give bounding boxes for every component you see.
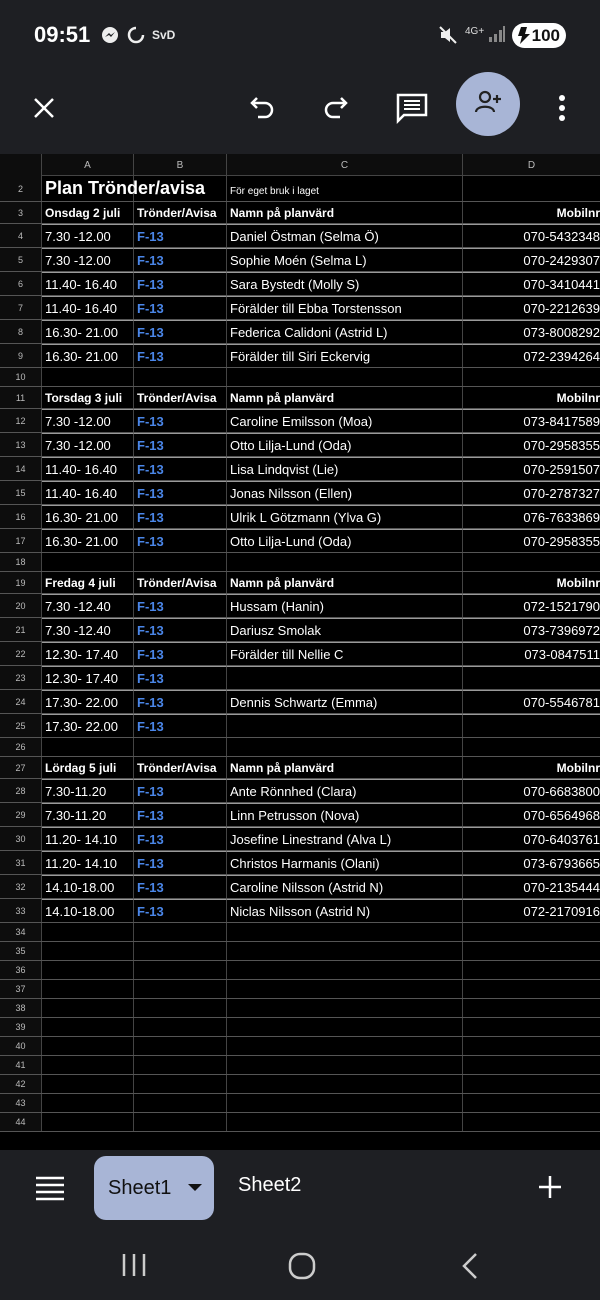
cell-a[interactable]: 7.30 -12.40 (42, 618, 134, 641)
cell-b[interactable] (134, 980, 227, 998)
cell-d[interactable] (463, 980, 600, 998)
cell-a[interactable]: 11.20- 14.10 (42, 827, 134, 850)
cell-a[interactable] (42, 553, 134, 571)
cell-a[interactable]: 12.30- 17.40 (42, 666, 134, 689)
cell-d[interactable] (463, 1113, 600, 1131)
cell-c[interactable] (227, 942, 463, 960)
row-number[interactable]: 8 (0, 320, 42, 343)
row-number[interactable]: 32 (0, 875, 42, 898)
cell-a[interactable]: 11.40- 16.40 (42, 457, 134, 480)
cell-a[interactable]: 14.10-18.00 (42, 899, 134, 922)
cell-c[interactable] (227, 923, 463, 941)
row-number[interactable]: 44 (0, 1113, 42, 1131)
cell-d[interactable]: 070-6683800 (463, 779, 600, 802)
row-number[interactable]: 5 (0, 248, 42, 271)
sync-icon (126, 25, 146, 50)
cell-c[interactable]: Caroline Nilsson (Astrid N) (227, 875, 463, 898)
row-number[interactable]: 27 (0, 757, 42, 778)
cell-c[interactable]: Förälder till Ebba Torstensson (227, 296, 463, 319)
row-number[interactable]: 11 (0, 387, 42, 408)
table-row (0, 1113, 600, 1132)
spreadsheet-grid[interactable] (0, 154, 600, 1150)
row-number[interactable]: 39 (0, 1018, 42, 1036)
cell-d[interactable] (463, 666, 600, 689)
home-icon[interactable] (288, 1252, 316, 1285)
cell-b[interactable]: Trönder/Avisa (134, 202, 227, 223)
cell-c[interactable] (227, 714, 463, 737)
row-number[interactable]: 2 (0, 176, 42, 201)
chevron-down-icon[interactable] (188, 1184, 202, 1191)
cell-c[interactable] (227, 1018, 463, 1036)
cell-b[interactable]: F-13 (134, 505, 227, 528)
cell-b[interactable]: F-13 (134, 248, 227, 271)
table-row (0, 690, 600, 714)
table-row (0, 642, 600, 666)
cell-c[interactable]: Namn på planvärd (227, 757, 463, 778)
cell-c[interactable]: Jonas Nilsson (Ellen) (227, 481, 463, 504)
cell-a[interactable]: Onsdag 2 juli (42, 202, 134, 223)
cell-c[interactable] (227, 961, 463, 979)
cell-a[interactable] (42, 1037, 134, 1055)
cell-c[interactable] (227, 666, 463, 689)
all-sheets-icon[interactable] (34, 1174, 66, 1202)
cell-d[interactable]: 073-8008292 (463, 320, 600, 343)
cell-a[interactable] (42, 980, 134, 998)
table-row (0, 1037, 600, 1056)
cell-b[interactable] (134, 942, 227, 960)
cell-d[interactable]: 076-7633869 (463, 505, 600, 528)
cell-b[interactable]: F-13 (134, 666, 227, 689)
sheet-tab-sheet2[interactable]: Sheet2 (238, 1174, 302, 1196)
cell-c[interactable] (227, 1056, 463, 1074)
table-row (0, 923, 600, 942)
cell-b[interactable]: F-13 (134, 642, 227, 665)
cell-d[interactable]: 070-2591507 (463, 457, 600, 480)
cell-a[interactable]: Plan Trönder/avisa (42, 176, 134, 201)
row-number[interactable]: 40 (0, 1037, 42, 1055)
cell-c[interactable] (227, 1094, 463, 1112)
table-row (0, 827, 600, 851)
network-label: 4G+ (465, 26, 485, 37)
table-row (0, 572, 600, 594)
cell-b[interactable]: F-13 (134, 875, 227, 898)
cell-b[interactable]: F-13 (134, 594, 227, 617)
table-row (0, 779, 600, 803)
table-row (0, 272, 600, 296)
cell-d[interactable]: 072-2394264 (463, 344, 600, 367)
table-row (0, 594, 600, 618)
table-row (0, 224, 600, 248)
cell-a[interactable]: 7.30-11.20 (42, 803, 134, 826)
cell-d[interactable]: 070-2958355 (463, 529, 600, 552)
cell-a[interactable] (42, 961, 134, 979)
row-number[interactable]: 20 (0, 594, 42, 617)
row-number[interactable]: 16 (0, 505, 42, 528)
table-row (0, 1018, 600, 1037)
sheet-tab-sheet1[interactable] (94, 1156, 214, 1220)
mute-icon (438, 25, 458, 50)
cell-c[interactable]: Linn Petrusson (Nova) (227, 803, 463, 826)
cell-b[interactable]: F-13 (134, 690, 227, 713)
cell-d[interactable] (463, 1075, 600, 1093)
messenger-icon (100, 25, 120, 50)
row-number[interactable]: 35 (0, 942, 42, 960)
row-number[interactable]: 22 (0, 642, 42, 665)
add-person-icon (474, 90, 502, 119)
cell-a[interactable]: 16.30- 21.00 (42, 529, 134, 552)
cell-b[interactable]: F-13 (134, 851, 227, 874)
cell-c[interactable] (227, 999, 463, 1017)
cell-d[interactable] (463, 714, 600, 737)
cell-a[interactable]: 17.30- 22.00 (42, 690, 134, 713)
battery-level: 100 (531, 25, 560, 45)
row-number[interactable]: 6 (0, 272, 42, 295)
table-row (0, 1094, 600, 1113)
undo-icon[interactable] (238, 84, 286, 132)
cell-c[interactable]: Ulrik L Götzmann (Ylva G) (227, 505, 463, 528)
row-number[interactable]: 7 (0, 296, 42, 319)
cell-d[interactable] (463, 1018, 600, 1036)
cell-a[interactable]: 16.30- 21.00 (42, 344, 134, 367)
cell-c[interactable]: Caroline Emilsson (Moa) (227, 409, 463, 432)
redo-icon[interactable] (312, 84, 360, 132)
cell-c[interactable]: För eget bruk i laget (227, 176, 463, 201)
cell-c[interactable]: Namn på planvärd (227, 202, 463, 223)
cell-d[interactable]: 070-6564968 (463, 803, 600, 826)
table-row (0, 961, 600, 980)
table-row (0, 202, 600, 224)
cell-b[interactable]: F-13 (134, 224, 227, 247)
system-nav-bar (0, 1230, 600, 1300)
recents-icon[interactable] (120, 1252, 148, 1283)
table-row (0, 387, 600, 409)
cell-d[interactable] (463, 999, 600, 1017)
cell-c[interactable] (227, 1075, 463, 1093)
cell-b[interactable] (134, 1075, 227, 1093)
select-all-corner[interactable] (0, 154, 42, 176)
cell-a[interactable] (42, 999, 134, 1017)
cell-a[interactable]: 11.40- 16.40 (42, 272, 134, 295)
cell-b[interactable]: F-13 (134, 272, 227, 295)
cell-c[interactable]: Förälder till Nellie C (227, 642, 463, 665)
cell-d[interactable]: Mobilnr (556, 575, 600, 590)
row-number[interactable]: 21 (0, 618, 42, 641)
cell-b[interactable]: F-13 (134, 344, 227, 367)
cell-a[interactable]: Lördag 5 juli (42, 757, 134, 778)
cell-c[interactable] (227, 1113, 463, 1131)
cell-d[interactable] (463, 942, 600, 960)
back-icon[interactable] (460, 1252, 480, 1285)
row-number[interactable]: 14 (0, 457, 42, 480)
table-row (0, 875, 600, 899)
cell-b[interactable]: F-13 (134, 827, 227, 850)
cell-a[interactable]: 17.30- 22.00 (42, 714, 134, 737)
cell-a[interactable]: 11.40- 16.40 (42, 296, 134, 319)
svd-notification: SvD (152, 28, 176, 42)
row-number[interactable]: 37 (0, 980, 42, 998)
row-number[interactable]: 19 (0, 572, 42, 593)
cell-d[interactable] (463, 923, 600, 941)
cell-c[interactable]: Lisa Lindqvist (Lie) (227, 457, 463, 480)
column-header-d[interactable]: D (527, 159, 536, 171)
row-number[interactable]: 4 (0, 224, 42, 247)
cell-a[interactable] (42, 1094, 134, 1112)
cell-a[interactable]: 12.30- 17.40 (42, 642, 134, 665)
row-number[interactable]: 33 (0, 899, 42, 922)
cell-c[interactable]: Daniel Östman (Selma Ö) (227, 224, 463, 247)
cell-d[interactable]: 070-2787327 (463, 481, 600, 504)
cell-d[interactable]: 070-3410441 (463, 272, 600, 295)
cell-d[interactable]: 073-8417589 (463, 409, 600, 432)
cell-d[interactable]: 070-2429307 (463, 248, 600, 271)
table-row (0, 344, 600, 368)
cell-d[interactable]: 072-1521790 (463, 594, 600, 617)
cell-d[interactable] (463, 738, 600, 756)
cell-b[interactable]: F-13 (134, 433, 227, 456)
signal-icon (488, 25, 506, 48)
cell-c[interactable]: Namn på planvärd (227, 572, 463, 593)
cell-c[interactable] (227, 980, 463, 998)
row-number[interactable]: 17 (0, 529, 42, 552)
cell-a[interactable]: 7.30 -12.40 (42, 594, 134, 617)
cell-a[interactable] (42, 1018, 134, 1036)
cell-b[interactable]: F-13 (134, 481, 227, 504)
cell-b[interactable]: F-13 (134, 899, 227, 922)
cell-c[interactable]: Otto Lilja-Lund (Oda) (227, 529, 463, 552)
cell-c[interactable]: Otto Lilja-Lund (Oda) (227, 433, 463, 456)
cell-a[interactable] (42, 1075, 134, 1093)
more-vert-icon[interactable] (538, 84, 586, 132)
table-row (0, 505, 600, 529)
table-row (0, 1056, 600, 1075)
cell-b[interactable] (134, 738, 227, 756)
cell-b[interactable] (134, 961, 227, 979)
cell-d[interactable]: 070-5432348 (463, 224, 600, 247)
column-header-a[interactable]: A (42, 154, 134, 176)
cell-c[interactable]: Federica Calidoni (Astrid L) (227, 320, 463, 343)
row-number[interactable]: 23 (0, 666, 42, 689)
table-row (0, 481, 600, 505)
cell-b[interactable]: Trönder/Avisa (134, 572, 227, 593)
cell-b[interactable]: F-13 (134, 803, 227, 826)
cell-b[interactable] (134, 923, 227, 941)
editor-toolbar (0, 70, 600, 154)
cell-a[interactable]: 11.40- 16.40 (42, 481, 134, 504)
row-number[interactable]: 38 (0, 999, 42, 1017)
cell-b[interactable] (134, 1037, 227, 1055)
cell-d[interactable]: 073-7396972 (463, 618, 600, 641)
cell-b[interactable]: Trönder/Avisa (134, 387, 227, 408)
cell-d[interactable]: Mobilnr (556, 760, 600, 775)
share-button[interactable] (456, 72, 520, 136)
cell-b[interactable] (134, 176, 227, 201)
table-row (0, 942, 600, 961)
row-number[interactable]: 34 (0, 923, 42, 941)
cell-d[interactable] (463, 1094, 600, 1112)
cell-c[interactable] (227, 1037, 463, 1055)
cell-c[interactable]: Sara Bystedt (Molly S) (227, 272, 463, 295)
cell-b[interactable] (134, 1018, 227, 1036)
cell-c[interactable]: Hussam (Hanin) (227, 594, 463, 617)
table-row (0, 320, 600, 344)
rows-container (0, 176, 600, 1132)
row-number[interactable]: 12 (0, 409, 42, 432)
row-number[interactable]: 15 (0, 481, 42, 504)
row-number[interactable]: 41 (0, 1056, 42, 1074)
cell-b[interactable]: F-13 (134, 296, 227, 319)
cell-c[interactable]: Förälder till Siri Eckervig (227, 344, 463, 367)
table-row (0, 553, 600, 572)
row-number[interactable]: 13 (0, 433, 42, 456)
cell-c[interactable]: Niclas Nilsson (Astrid N) (227, 899, 463, 922)
table-row (0, 738, 600, 757)
cell-d[interactable]: 073-6793665 (463, 851, 600, 874)
cell-b[interactable]: F-13 (134, 714, 227, 737)
row-number[interactable]: 26 (0, 738, 42, 756)
table-row (0, 714, 600, 738)
row-number[interactable]: 25 (0, 714, 42, 737)
cell-d[interactable]: 070-6403761 (463, 827, 600, 850)
cell-d[interactable]: Mobilnr (556, 205, 600, 220)
table-row (0, 803, 600, 827)
cell-b[interactable]: F-13 (134, 618, 227, 641)
cell-a[interactable] (42, 1056, 134, 1074)
row-number[interactable]: 10 (0, 368, 42, 386)
cell-a[interactable] (42, 1113, 134, 1131)
table-row (0, 666, 600, 690)
cell-a[interactable]: 7.30 -12.00 (42, 409, 134, 432)
column-header-bar (0, 154, 600, 176)
cell-b[interactable]: F-13 (134, 457, 227, 480)
table-row (0, 1075, 600, 1094)
cell-a[interactable]: 11.20- 14.10 (42, 851, 134, 874)
cell-b[interactable] (134, 368, 227, 386)
cell-c[interactable] (227, 738, 463, 756)
battery-indicator (512, 23, 566, 48)
cell-a[interactable] (42, 738, 134, 756)
comment-icon[interactable] (388, 84, 436, 132)
cell-b[interactable]: F-13 (134, 779, 227, 802)
cell-b[interactable] (134, 1113, 227, 1131)
table-row (0, 757, 600, 779)
row-number[interactable]: 42 (0, 1075, 42, 1093)
cell-d[interactable]: Mobilnr (556, 390, 600, 405)
cell-a[interactable]: 14.10-18.00 (42, 875, 134, 898)
cell-d[interactable] (463, 1037, 600, 1055)
table-row (0, 409, 600, 433)
cell-d[interactable]: 070-5546781 (463, 690, 600, 713)
cell-a[interactable] (42, 923, 134, 941)
cell-a[interactable]: 16.30- 21.00 (42, 320, 134, 343)
table-row (0, 176, 600, 202)
cell-d[interactable] (463, 176, 600, 201)
table-row (0, 618, 600, 642)
clock: 09:51 (34, 22, 91, 47)
cell-d[interactable]: 070-2135444 (463, 875, 600, 898)
cell-d[interactable] (463, 961, 600, 979)
row-number[interactable]: 43 (0, 1094, 42, 1112)
table-row (0, 248, 600, 272)
cell-a[interactable]: 16.30- 21.00 (42, 505, 134, 528)
cell-c[interactable] (227, 368, 463, 386)
row-number[interactable]: 18 (0, 553, 42, 571)
table-row (0, 368, 600, 387)
cell-b[interactable] (134, 1094, 227, 1112)
row-number[interactable]: 3 (0, 202, 42, 223)
cell-d[interactable]: 070-2958355 (463, 433, 600, 456)
column-header-c[interactable]: C (227, 154, 463, 176)
cell-c[interactable] (227, 553, 463, 571)
cell-b[interactable]: F-13 (134, 409, 227, 432)
table-row (0, 457, 600, 481)
row-number[interactable]: 29 (0, 803, 42, 826)
cell-a[interactable]: Torsdag 3 juli (42, 387, 134, 408)
row-number[interactable]: 28 (0, 779, 42, 802)
row-number[interactable]: 36 (0, 961, 42, 979)
cell-b[interactable]: F-13 (134, 320, 227, 343)
column-header-b[interactable]: B (134, 154, 227, 176)
close-icon[interactable] (20, 84, 68, 132)
cell-b[interactable]: Trönder/Avisa (134, 757, 227, 778)
cell-c[interactable]: Ante Rönnhed (Clara) (227, 779, 463, 802)
table-row (0, 296, 600, 320)
cell-c[interactable]: Sophie Moén (Selma L) (227, 248, 463, 271)
cell-a[interactable]: 7.30 -12.00 (42, 224, 134, 247)
cell-b[interactable] (134, 999, 227, 1017)
cell-d[interactable]: 070-2212639 (463, 296, 600, 319)
status-bar (0, 0, 600, 70)
table-row (0, 433, 600, 457)
cell-d[interactable] (463, 1056, 600, 1074)
cell-a[interactable]: 7.30 -12.00 (42, 248, 134, 271)
cell-a[interactable]: 7.30 -12.00 (42, 433, 134, 456)
sheet-tab-label: Sheet1 (108, 1176, 172, 1199)
cell-c[interactable]: Dariusz Smolak (227, 618, 463, 641)
add-sheet-button[interactable] (532, 1164, 568, 1210)
table-row (0, 980, 600, 999)
table-row (0, 899, 600, 923)
battery-icon (517, 27, 531, 49)
row-number[interactable]: 24 (0, 690, 42, 713)
row-number[interactable]: 31 (0, 851, 42, 874)
cell-d[interactable] (463, 368, 600, 386)
sheet-tab-bar (0, 1150, 600, 1230)
table-row (0, 851, 600, 875)
row-number[interactable]: 9 (0, 344, 42, 367)
cell-a[interactable] (42, 942, 134, 960)
cell-c[interactable]: Josefine Linestrand (Alva L) (227, 827, 463, 850)
cell-a[interactable] (42, 368, 134, 386)
cell-c[interactable]: Dennis Schwartz (Emma) (227, 690, 463, 713)
cell-a[interactable]: 7.30-11.20 (42, 779, 134, 802)
cell-d[interactable]: 073-0847511 (463, 642, 600, 665)
cell-b[interactable]: F-13 (134, 529, 227, 552)
cell-b[interactable] (134, 1056, 227, 1074)
table-row (0, 529, 600, 553)
cell-a[interactable]: Fredag 4 juli (42, 572, 134, 593)
cell-c[interactable]: Christos Harmanis (Olani) (227, 851, 463, 874)
cell-c[interactable]: Namn på planvärd (227, 387, 463, 408)
table-row (0, 999, 600, 1018)
cell-b[interactable] (134, 553, 227, 571)
row-number[interactable]: 30 (0, 827, 42, 850)
cell-d[interactable]: 072-2170916 (463, 899, 600, 922)
cell-d[interactable] (463, 553, 600, 571)
